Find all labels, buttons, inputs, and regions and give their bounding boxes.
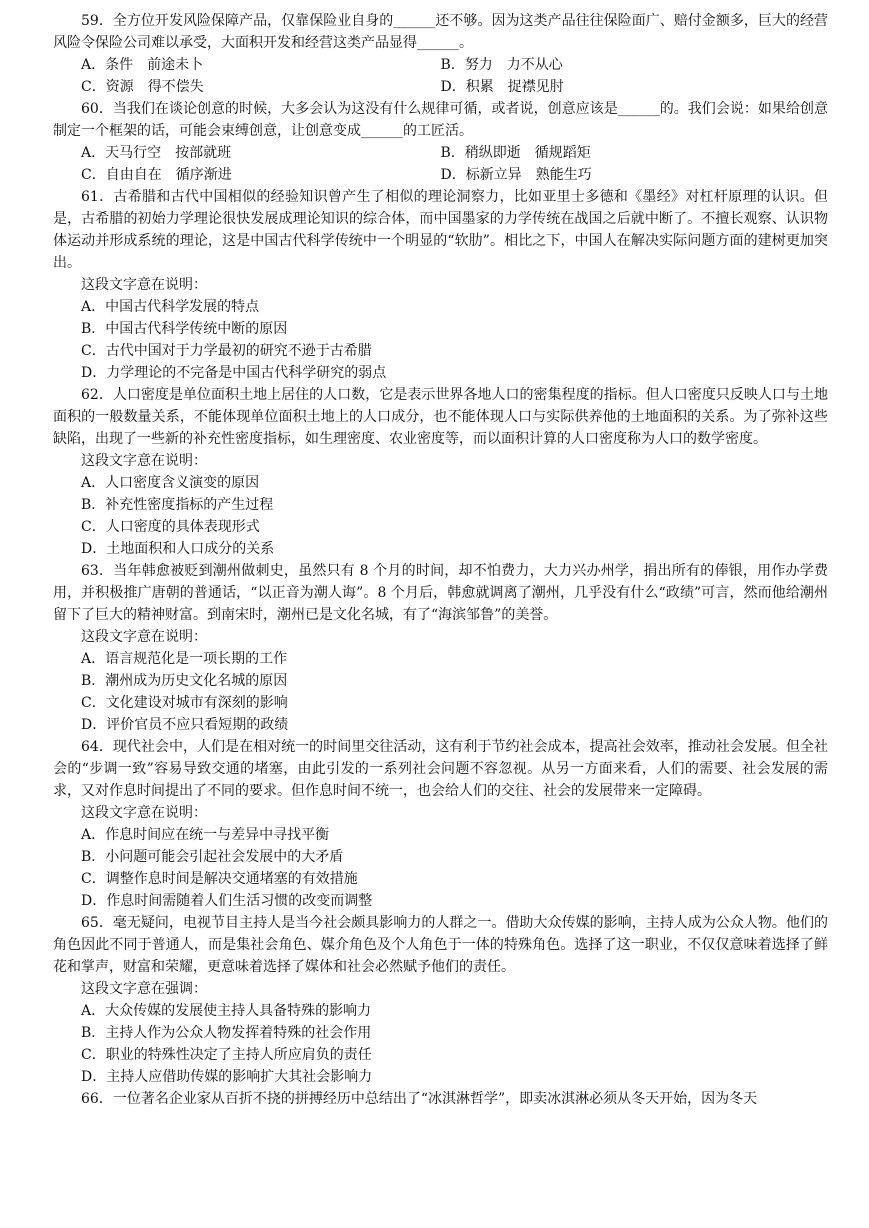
option-d: D．标新立异 熟能生巧 — [440, 167, 592, 183]
question-64 — [53, 736, 828, 912]
option-b: B．稍纵即逝 循规蹈矩 — [440, 145, 591, 161]
option-b: B．小问题可能会引起社会发展中的大矛盾 — [81, 849, 344, 865]
option-c: C．调整作息时间是解决交通堵塞的有效措施 — [81, 871, 358, 887]
option-b: B．主持人作为公众人物发挥着特殊的社会作用 — [81, 1025, 372, 1041]
option-a: A．天马行空 按部就班 — [81, 145, 232, 161]
option-d: D．土地面积和人口成分的关系 — [81, 541, 275, 557]
question-stem: 61．古希腊和古代中国相似的经验知识曾产生了相似的理论洞察力，比如亚里士多德和《墨经》对杠杆原理的认识。但是，古希腊的初始力学理论很快发展成理论知识的综合体，而中国墨家的力学传统在战国之后就中断了。不擅长观察、认识物体运动并形成系统的理论，这是中国古代科学传统中一个明显的“软肋”。相比之下，中国人在解决实际问题方面的建树更加突出。 — [53, 189, 828, 271]
exam-page — [53, 10, 828, 1110]
question-stem: 62．人口密度是单位面积土地上居住的人口数，它是表示世界各地人口的密集程度的指标。但人口密度只反映人口与土地面积的一般数量关系，不能体现单位面积土地上的人口成分，也不能体现人口与实际供养他的土地面积的关系。为了弥补这些缺陷，出现了一些新的补充性密度指标，如生理密度、农业密度等，而以面积计算的人口密度称为人口的数学密度。 — [53, 387, 828, 447]
question-63 — [53, 560, 828, 736]
question-stem: 63．当年韩愈被贬到潮州做刺史，虽然只有 8 个月的时间，却不怕费力，大力兴办州学，捐出所有的俸银，用作办学费用，并积极推广唐朝的普通话，“以正音为潮人诲”。8 个月后，韩愈就调离了潮州，几乎没有什么“政绩”可言，然而他给潮州留下了巨大的精神财富。到南宋时，潮州已是文化名城，有了“海滨邹鲁”的美誉。 — [53, 563, 828, 623]
option-a: A．人口密度含义演变的原因 — [81, 475, 260, 491]
option-a: A．中国古代科学发展的特点 — [81, 299, 260, 315]
option-b: B．补充性密度指标的产生过程 — [81, 497, 274, 513]
question-instruction: 这段文字意在说明： — [81, 277, 207, 293]
option-row — [53, 142, 828, 164]
option-b: B．努力 力不从心 — [440, 57, 563, 73]
question-stem: 60．当我们在谈论创意的时候，大多会认为这没有什么规律可循，或者说，创意应该是______的。我们会说：如果给创意制定一个框架的话，可能会束缚创意，让创意变成______的工匠活。 — [53, 101, 828, 139]
option-a: A．作息时间应在统一与差异中寻找平衡 — [81, 827, 330, 843]
option-d: D．积累 捉襟见肘 — [440, 79, 564, 95]
option-b: B．中国古代科学传统中断的原因 — [81, 321, 288, 337]
question-stem: 65．毫无疑问，电视节目主持人是当今社会颇具影响力的人群之一。借助大众传媒的影响，主持人成为公众人物。他们的角色因此不同于普通人，而是集社会角色、媒介角色及个人角色于一体的特殊角色。选择了这一职业，不仅仅意味着选择了鲜花和掌声，财富和荣耀，更意味着选择了媒体和社会必然赋予他们的责任。 — [53, 915, 828, 975]
option-b: B．潮州成为历史文化名城的原因 — [81, 673, 288, 689]
option-d: D．评价官员不应只看短期的政绩 — [81, 717, 289, 733]
question-61 — [53, 186, 828, 384]
option-c: C．资源 得不偿失 — [81, 79, 204, 95]
question-instruction: 这段文字意在说明： — [81, 629, 207, 645]
question-62 — [53, 384, 828, 560]
question-66 — [53, 1088, 828, 1110]
option-c: C．人口密度的具体表现形式 — [81, 519, 260, 535]
option-row — [53, 54, 828, 76]
question-65 — [53, 912, 828, 1088]
question-60 — [53, 98, 828, 186]
option-c: C．自由自在 循序渐进 — [81, 167, 232, 183]
option-d: D．作息时间需随着人们生活习惯的改变而调整 — [81, 893, 373, 909]
question-instruction: 这段文字意在强调： — [81, 981, 207, 997]
question-59 — [53, 10, 828, 98]
option-d: D．力学理论的不完备是中国古代科学研究的弱点 — [81, 365, 387, 381]
option-c: C．古代中国对于力学最初的研究不逊于古希腊 — [81, 343, 372, 359]
question-instruction: 这段文字意在说明： — [81, 453, 207, 469]
question-stem: 64．现代社会中，人们是在相对统一的时间里交往活动，这有利于节约社会成本，提高社会效率，推动社会发展。但全社会的“步调一致”容易导致交通的堵塞，由此引发的一系列社会问题不容忽视。从另一方面来看，人们的需要、社会发展的需求，又对作息时间提出了不同的要求。但作息时间不统一，也会给人们的交往、社会的发展带来一定障碍。 — [53, 739, 828, 799]
option-c: C．职业的特殊性决定了主持人所应肩负的责任 — [81, 1047, 372, 1063]
option-a: A．条件 前途未卜 — [81, 57, 204, 73]
question-stem: 59．全方位开发风险保障产品，仅靠保险业自身的______还不够。因为这类产品往往保险面广、赔付金额多，巨大的经营风险令保险公司难以承受，大面积开发和经营这类产品显得______。 — [53, 13, 828, 51]
option-a: A．语言规范化是一项长期的工作 — [81, 651, 288, 667]
option-row — [53, 76, 828, 98]
question-stem: 66．一位著名企业家从百折不挠的拼搏经历中总结出了“冰淇淋哲学”，即卖冰淇淋必须从冬天开始，因为冬天 — [81, 1091, 758, 1107]
option-c: C．文化建设对城市有深刻的影响 — [81, 695, 288, 711]
option-row — [53, 164, 828, 186]
option-a: A．大众传媒的发展使主持人具备特殊的影响力 — [81, 1003, 372, 1019]
question-instruction: 这段文字意在说明： — [81, 805, 207, 821]
option-d: D．主持人应借助传媒的影响扩大其社会影响力 — [81, 1069, 373, 1085]
